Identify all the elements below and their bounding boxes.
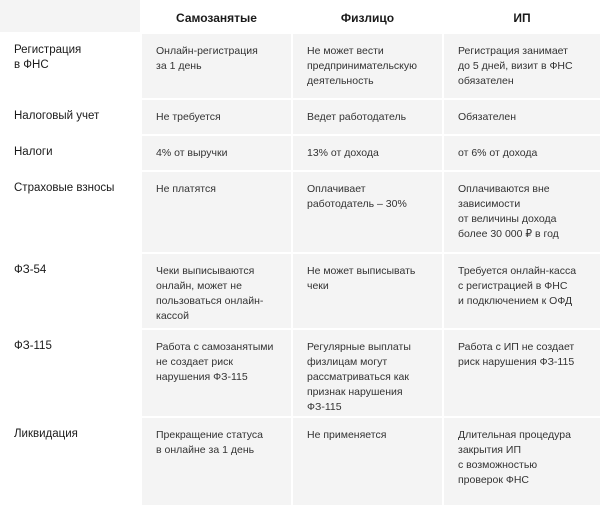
table-cell: 13% от дохода (293, 136, 444, 172)
column-header-entrepreneur: ИП (444, 0, 600, 34)
row-header-tax-accounting: Налоговый учет (0, 100, 142, 136)
table-cell: Длительная процедура закрытия ИП с возможностью проверок ФНС (444, 418, 600, 507)
row-header-insurance: Страховые взносы (0, 172, 142, 254)
table-cell: Онлайн-регистрация за 1 день (142, 34, 293, 100)
table-cell: Регистрация занимает до 5 дней, визит в ФНС обязателен (444, 34, 600, 100)
table-cell: Не применяется (293, 418, 444, 507)
table-cell: Работа с ИП не создает риск нарушения ФЗ-115 (444, 330, 600, 418)
table-cell: Прекращение статуса в онлайне за 1 день (142, 418, 293, 507)
table-cell: Оплачивает работодатель – 30% (293, 172, 444, 254)
column-header-self-employed: Самозанятые (142, 0, 293, 34)
table-cell: Ведет работодатель (293, 100, 444, 136)
table-corner (0, 0, 142, 34)
table-cell: Не платятся (142, 172, 293, 254)
table-cell: Регулярные выплаты физлицам могут рассматриваться как признак нарушения ФЗ-115 (293, 330, 444, 418)
table-cell: Работа с самозанятыми не создает риск нарушения ФЗ-115 (142, 330, 293, 418)
table-cell: Требуется онлайн-касса с регистрацией в ФНС и подключением к ОФД (444, 254, 600, 330)
row-header-registration: Регистрация в ФНС (0, 34, 142, 100)
table-cell: 4% от выручки (142, 136, 293, 172)
table-cell: Чеки выписываются онлайн, может не пользоваться онлайн- кассой (142, 254, 293, 330)
table-cell: Не может выписывать чеки (293, 254, 444, 330)
row-header-fz54: ФЗ-54 (0, 254, 142, 330)
row-header-taxes: Налоги (0, 136, 142, 172)
table-cell: от 6% от дохода (444, 136, 600, 172)
row-header-liquidation: Ликвидация (0, 418, 142, 507)
column-header-individual: Физлицо (293, 0, 444, 34)
row-header-fz115: ФЗ-115 (0, 330, 142, 418)
table-cell: Не может вести предпринимательскую деятельность (293, 34, 444, 100)
table-cell: Оплачиваются вне зависимости от величины дохода более 30 000 ₽ в год (444, 172, 600, 254)
table-cell: Обязателен (444, 100, 600, 136)
table-cell: Не требуется (142, 100, 293, 136)
